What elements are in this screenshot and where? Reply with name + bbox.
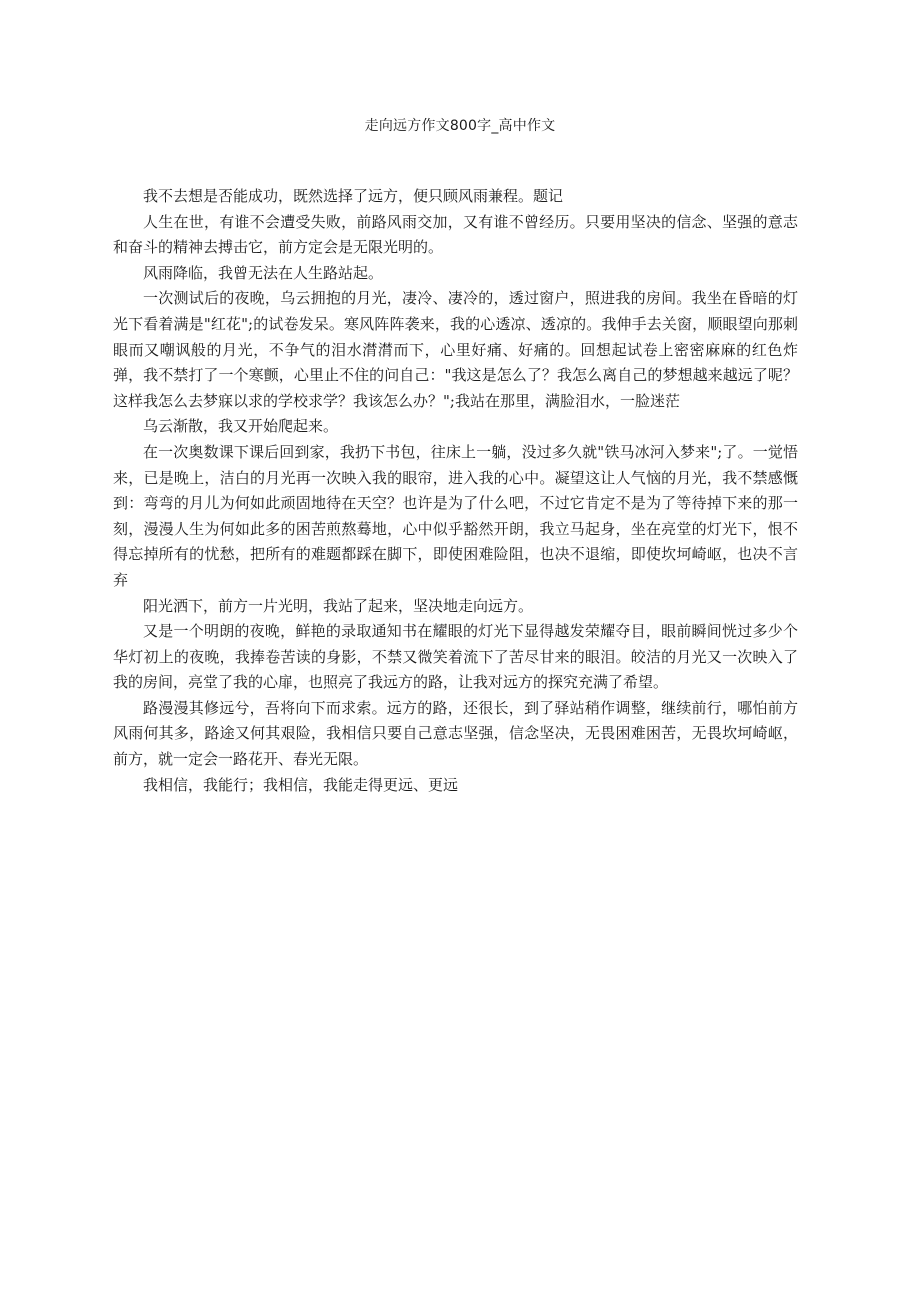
document-body (113, 184, 798, 798)
paragraph-epigraph: 我不去想是否能成功，既然选择了远方，便只顾风雨兼程。题记 (143, 187, 564, 205)
document-title: 走向远方作文800字_高中作文 (364, 118, 556, 134)
paragraph-olympiad: 在一次奥数课下课后回到家，我扔下书包，往床上一躺，没过多久就"铁马冰河入梦来";了。一觉悟来，已是晚上，洁白的月光再一次映入我的眼帘，进入我的心中。凝望这让人气恼的月光，我不禁感慨到：弯弯的月儿为何如此顽固地待在天空？也许是为了什么吧，不过它肯定不是为了等待掉下来的那一刻，漫漫人生为何如此多的困苦煎熬蓦地，心中似乎豁然开朗，我立马起身，坐在亮堂的灯光下，恨不得忘掉所有的忧愁，把所有的难题都踩在脚下，即使困难险阻，也决不退缩，即使坎坷崎岖，也决不言弃 (113, 442, 798, 589)
paragraph-sunshine: 阳光洒下，前方一片光明，我站了起来，坚决地走向远方。 (143, 596, 534, 615)
paragraph-test-night: 一次测试后的夜晚，乌云拥抱的月光，凄冷、凄冷的，透过窗户，照进我的房间。我坐在昏暗的灯光下看着满是"红花";的试卷发呆。寒风阵阵袭来，我的心透凉、透凉的。我伸手去关窗，顺眼望向那刺眼而又嘲讽般的月光，不争气的泪水潸潸而下，心里好痛、好痛的。回想起试卷上密密麻麻的红色炸弹，我不禁打了一个寒颤，心里止不住的问自己："我这是怎么了？我怎么离自己的梦想越来越远了呢？这样我怎么去梦寐以求的学校求学？我该怎么办？";我站在那里，满脸泪水，一脸迷茫 (113, 289, 798, 410)
paragraph-admission: 又是一个明朗的夜晚，鲜艳的录取通知书在耀眼的灯光下显得越发荣耀夺目，眼前瞬间恍过多少个华灯初上的夜晚，我捧卷苦读的身影，不禁又微笑着流下了苦尽甘来的眼泪。皎洁的月光又一次映入了我的房间，亮堂了我的心扉，也照亮了我远方的路，让我对远方的探究充满了希望。 (113, 622, 798, 692)
paragraph-conclusion: 我相信，我能行；我相信，我能走得更远、更远 (143, 775, 459, 794)
paragraph-storm: 风雨降临，我曾无法在人生路站起。 (143, 263, 384, 282)
paragraph-intro: 人生在世，有谁不会遭受失败，前路风雨交加，又有谁不曾经历。只要用坚决的信念、坚强的意志和奋斗的精神去搏击它，前方定会是无限光明的。 (113, 212, 798, 257)
paragraph-clouds-clear: 乌云渐散，我又开始爬起来。 (143, 417, 339, 436)
paragraph-long-road: 路漫漫其修远兮，吾将向下而求索。远方的路，还很长，到了驿站稍作调整，继续前行，哪怕前方风雨何其多，路途又何其艰险，我相信只要自己意志坚强，信念坚决，无畏困难困苦，无畏坎坷崎岖，前方，就一定会一路花开、春光无限。 (113, 698, 798, 769)
